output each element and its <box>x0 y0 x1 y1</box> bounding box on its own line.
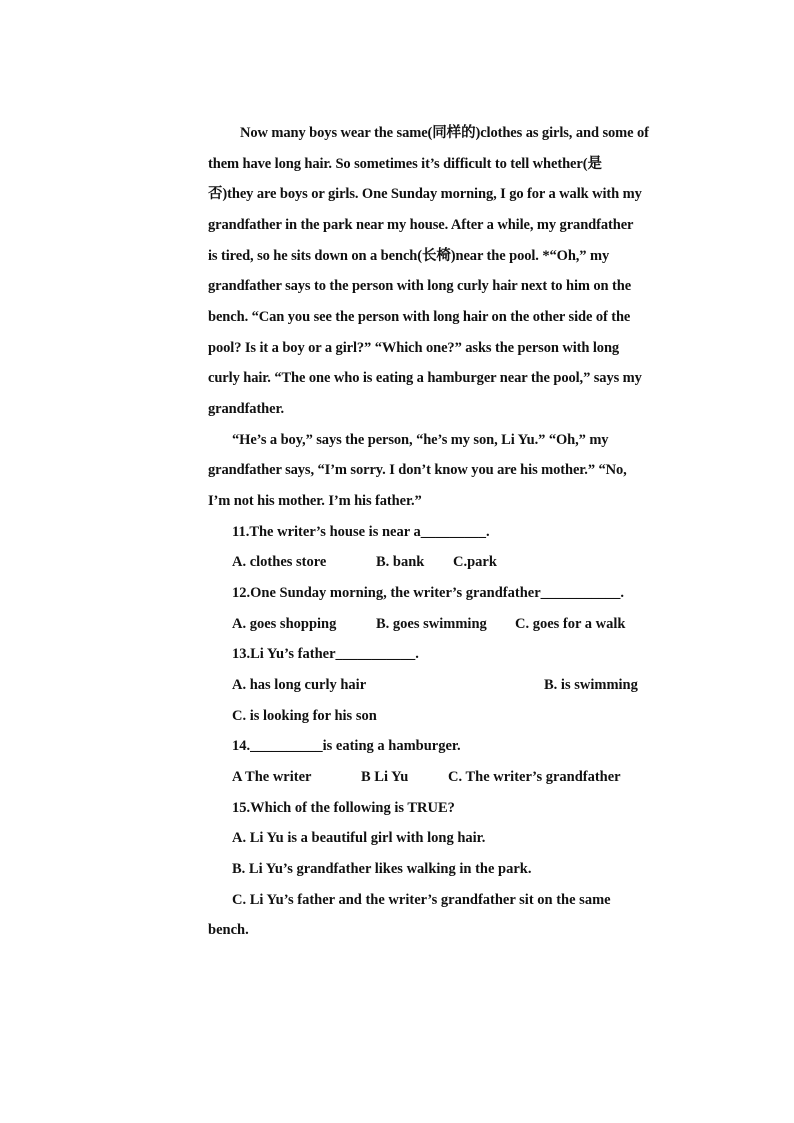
passage-line: curly hair. “The one who is eating a hamburger near the pool,” says my <box>208 370 642 386</box>
passage-line: pool? Is it a boy or a girl?” “Which one?” asks the person with long <box>208 340 620 356</box>
question-stem: 12.One Sunday morning, the writer’s grandfather___________. <box>232 585 625 601</box>
passage-line: “He’s a boy,” says the person, “he’s my son, Li Yu.” “Oh,” my <box>232 432 609 448</box>
passage-line: them have long hair. So sometimes it’s difficult to tell whether(是 <box>208 156 602 172</box>
option-b: B Li Yu <box>361 769 409 785</box>
option-a: A. goes shopping <box>232 616 337 632</box>
option-a: A. Li Yu is a beautiful girl with long hair. <box>232 830 486 846</box>
passage-line: is tired, so he sits down on a bench(长椅)near the pool. *“Oh,” my <box>208 248 610 264</box>
passage-line: grandfather says, “I’m sorry. I don’t know you are his mother.” “No, <box>208 462 627 478</box>
question-stem: 15.Which of the following is TRUE? <box>232 800 455 816</box>
option-a: A The writer <box>232 769 312 785</box>
option-c: C.park <box>453 554 497 570</box>
option-a: A. has long curly hair <box>232 677 367 693</box>
option-a: A. clothes store <box>232 554 327 570</box>
option-c-continued: bench. <box>208 922 249 938</box>
passage-line: grandfather in the park near my house. After a while, my grandfather <box>208 217 634 233</box>
option-c: C. The writer’s grandfather <box>448 769 621 785</box>
passage-line: Now many boys wear the same(同样的)clothes as girls, and some of <box>240 125 649 141</box>
option-b: B. Li Yu’s grandfather likes walking in the park. <box>232 861 532 877</box>
option-c: C. is looking for his son <box>232 708 377 724</box>
question-stem: 13.Li Yu’s father___________. <box>232 646 419 662</box>
option-b: B. bank <box>376 554 425 570</box>
passage-line: I’m not his mother. I’m his father.” <box>208 493 422 509</box>
option-b: B. goes swimming <box>376 616 487 632</box>
question-stem: 11.The writer’s house is near a_________. <box>232 524 490 540</box>
passage-line: 否)they are boys or girls. One Sunday morning, I go for a walk with my <box>208 186 642 202</box>
passage-line: bench. “Can you see the person with long hair on the other side of the <box>208 309 631 325</box>
option-c: C. Li Yu’s father and the writer’s grandfather sit on the same <box>232 892 611 908</box>
question-stem: 14.__________is eating a hamburger. <box>232 738 461 754</box>
passage-line: grandfather says to the person with long curly hair next to him on the <box>208 278 632 294</box>
option-c: C. goes for a walk <box>515 616 626 632</box>
option-b: B. is swimming <box>544 677 638 693</box>
passage-line: grandfather. <box>208 401 285 417</box>
